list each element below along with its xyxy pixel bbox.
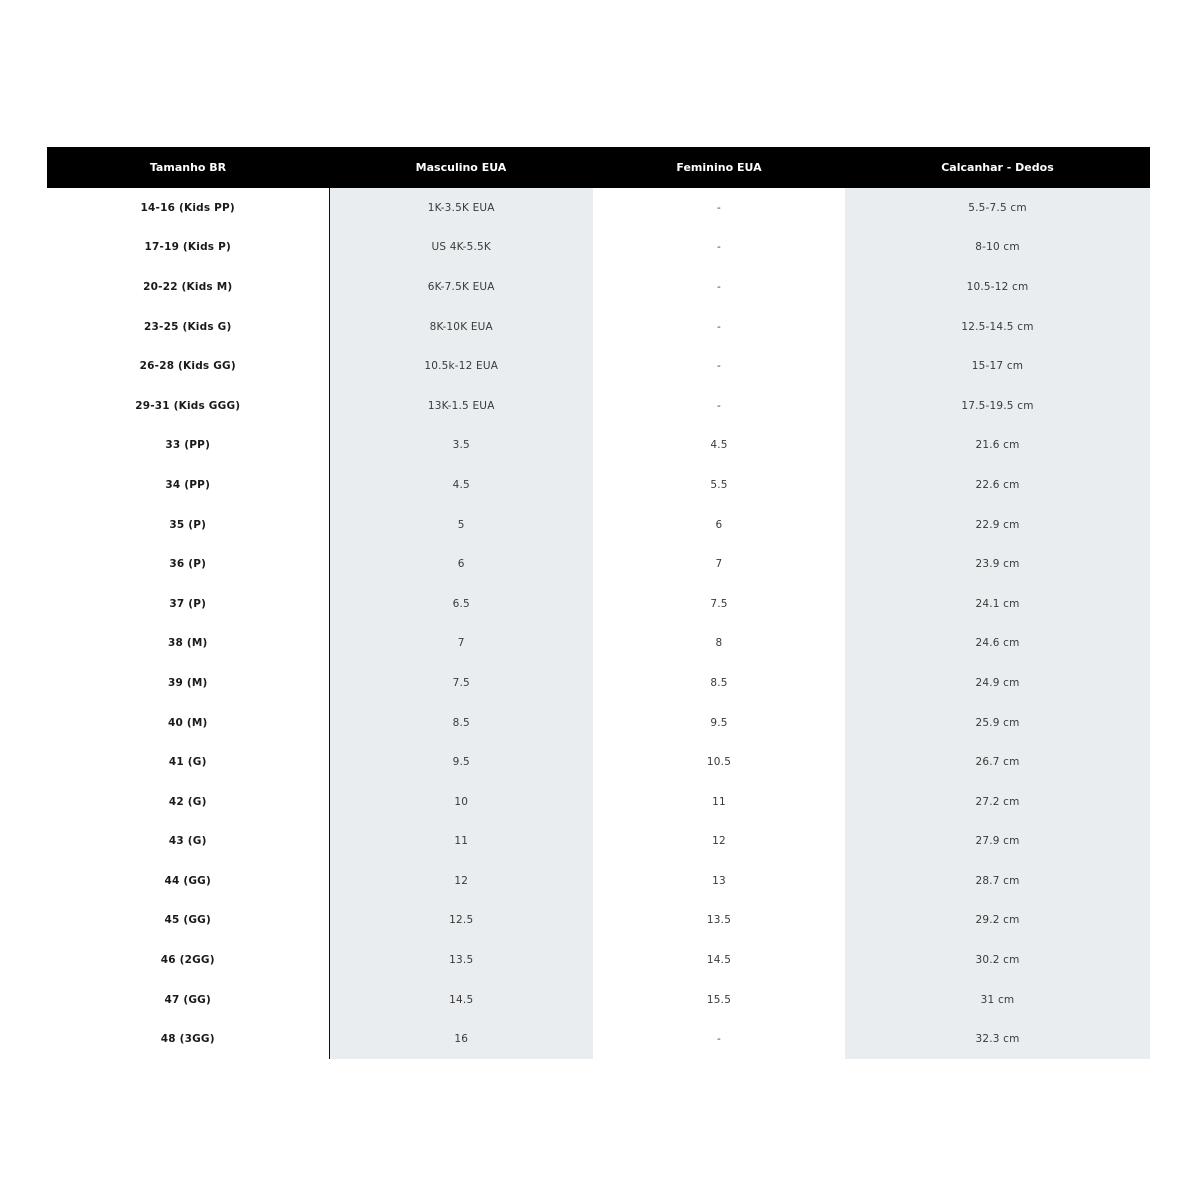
table-row xyxy=(47,663,1150,703)
cell-feminino-eua: - xyxy=(717,280,721,293)
cell-calcanhar-dedos: 27.9 cm xyxy=(845,822,1150,862)
cell-feminino-eua: 8 xyxy=(715,637,723,650)
table-header xyxy=(47,147,1150,188)
cell-masculino-eua: 12.5 xyxy=(329,901,593,941)
cell-tamanho-br: 42 (G) xyxy=(47,782,329,822)
header-calcanhar-dedos: Calcanhar - Dedos xyxy=(845,147,1150,188)
cell-calcanhar-dedos: 10.5-12 cm xyxy=(845,267,1150,307)
cell-tamanho-br: 41 (G) xyxy=(47,742,329,782)
cell-calcanhar-dedos: 31 cm xyxy=(845,980,1150,1020)
cell-calcanhar-dedos: 22.6 cm xyxy=(845,465,1150,505)
table-row xyxy=(47,346,1150,386)
cell-masculino-eua: US 4K-5.5K xyxy=(329,228,593,268)
cell-feminino-eua: - xyxy=(717,360,721,373)
header-masculino-eua: Masculino EUA xyxy=(329,147,593,188)
cell-feminino-eua: 4.5 xyxy=(710,439,728,452)
cell-calcanhar-dedos: 25.9 cm xyxy=(845,703,1150,743)
table-row xyxy=(47,584,1150,624)
cell-masculino-eua: 8K-10K EUA xyxy=(329,307,593,347)
table-row xyxy=(47,544,1150,584)
cell-tamanho-br: 29-31 (Kids GGG) xyxy=(47,386,329,426)
cell-calcanhar-dedos: 26.7 cm xyxy=(845,742,1150,782)
cell-tamanho-br: 38 (M) xyxy=(47,624,329,664)
cell-feminino-eua: 9.5 xyxy=(710,716,728,729)
cell-calcanhar-dedos: 5.5-7.5 cm xyxy=(845,188,1150,228)
cell-masculino-eua: 6K-7.5K EUA xyxy=(329,267,593,307)
table-row xyxy=(47,782,1150,822)
table-row xyxy=(47,307,1150,347)
cell-calcanhar-dedos: 27.2 cm xyxy=(845,782,1150,822)
cell-masculino-eua: 13K-1.5 EUA xyxy=(329,386,593,426)
cell-calcanhar-dedos: 8-10 cm xyxy=(845,228,1150,268)
size-chart-table xyxy=(47,147,1150,1059)
cell-feminino-eua: 15.5 xyxy=(706,993,732,1006)
cell-tamanho-br: 14-16 (Kids PP) xyxy=(47,188,329,228)
cell-masculino-eua: 10 xyxy=(329,782,593,822)
table-row xyxy=(47,386,1150,426)
cell-feminino-eua: 7.5 xyxy=(710,597,728,610)
cell-feminino-eua: 13 xyxy=(712,874,726,887)
cell-tamanho-br: 35 (P) xyxy=(47,505,329,545)
cell-calcanhar-dedos: 22.9 cm xyxy=(845,505,1150,545)
table-row xyxy=(47,980,1150,1020)
table-row xyxy=(47,901,1150,941)
header-tamanho-br: Tamanho BR xyxy=(47,147,329,188)
cell-masculino-eua: 3.5 xyxy=(329,426,593,466)
table-row xyxy=(47,861,1150,901)
cell-feminino-eua: 8.5 xyxy=(710,676,728,689)
cell-feminino-eua: 12 xyxy=(712,835,726,848)
table-row xyxy=(47,505,1150,545)
table-row xyxy=(47,822,1150,862)
header-feminino-eua: Feminino EUA xyxy=(593,147,845,188)
cell-masculino-eua: 12 xyxy=(329,861,593,901)
cell-feminino-eua: 10.5 xyxy=(706,756,732,769)
cell-tamanho-br: 40 (M) xyxy=(47,703,329,743)
cell-masculino-eua: 9.5 xyxy=(329,742,593,782)
cell-tamanho-br: 37 (P) xyxy=(47,584,329,624)
table-row xyxy=(47,465,1150,505)
cell-tamanho-br: 39 (M) xyxy=(47,663,329,703)
cell-calcanhar-dedos: 24.6 cm xyxy=(845,624,1150,664)
table-row xyxy=(47,267,1150,307)
cell-tamanho-br: 45 (GG) xyxy=(47,901,329,941)
cell-calcanhar-dedos: 17.5-19.5 cm xyxy=(845,386,1150,426)
table-row xyxy=(47,426,1150,466)
cell-calcanhar-dedos: 32.3 cm xyxy=(845,1019,1150,1059)
cell-feminino-eua: - xyxy=(717,320,721,333)
cell-masculino-eua: 1K-3.5K EUA xyxy=(329,188,593,228)
cell-masculino-eua: 5 xyxy=(329,505,593,545)
cell-feminino-eua: 6 xyxy=(715,518,723,531)
cell-calcanhar-dedos: 15-17 cm xyxy=(845,346,1150,386)
cell-calcanhar-dedos: 24.9 cm xyxy=(845,663,1150,703)
table-row xyxy=(47,228,1150,268)
cell-tamanho-br: 47 (GG) xyxy=(47,980,329,1020)
cell-feminino-eua: 13.5 xyxy=(706,914,732,927)
cell-feminino-eua: - xyxy=(717,201,721,214)
table-body xyxy=(47,188,1150,1059)
cell-masculino-eua: 14.5 xyxy=(329,980,593,1020)
cell-calcanhar-dedos: 21.6 cm xyxy=(845,426,1150,466)
table-row xyxy=(47,742,1150,782)
cell-feminino-eua: - xyxy=(717,1033,721,1046)
cell-calcanhar-dedos: 24.1 cm xyxy=(845,584,1150,624)
cell-feminino-eua: - xyxy=(717,399,721,412)
cell-masculino-eua: 16 xyxy=(329,1019,593,1059)
cell-calcanhar-dedos: 23.9 cm xyxy=(845,544,1150,584)
table-row xyxy=(47,703,1150,743)
cell-masculino-eua: 8.5 xyxy=(329,703,593,743)
table-row xyxy=(47,188,1150,228)
cell-tamanho-br: 46 (2GG) xyxy=(47,940,329,980)
cell-tamanho-br: 33 (PP) xyxy=(47,426,329,466)
cell-calcanhar-dedos: 30.2 cm xyxy=(845,940,1150,980)
cell-masculino-eua: 7.5 xyxy=(329,663,593,703)
cell-tamanho-br: 43 (G) xyxy=(47,822,329,862)
cell-masculino-eua: 13.5 xyxy=(329,940,593,980)
header-row xyxy=(47,147,1150,188)
cell-tamanho-br: 17-19 (Kids P) xyxy=(47,228,329,268)
cell-masculino-eua: 6.5 xyxy=(329,584,593,624)
table-row xyxy=(47,624,1150,664)
cell-calcanhar-dedos: 12.5-14.5 cm xyxy=(845,307,1150,347)
cell-tamanho-br: 44 (GG) xyxy=(47,861,329,901)
cell-tamanho-br: 26-28 (Kids GG) xyxy=(47,346,329,386)
table-row xyxy=(47,1019,1150,1059)
cell-masculino-eua: 11 xyxy=(329,822,593,862)
cell-feminino-eua: 11 xyxy=(712,795,726,808)
table-row xyxy=(47,940,1150,980)
cell-feminino-eua: 7 xyxy=(715,558,723,571)
cell-feminino-eua: - xyxy=(717,241,721,254)
cell-feminino-eua: 5.5 xyxy=(710,478,728,491)
cell-tamanho-br: 34 (PP) xyxy=(47,465,329,505)
cell-masculino-eua: 10.5k-12 EUA xyxy=(329,346,593,386)
cell-feminino-eua: 14.5 xyxy=(706,954,732,967)
cell-tamanho-br: 36 (P) xyxy=(47,544,329,584)
cell-masculino-eua: 4.5 xyxy=(329,465,593,505)
cell-calcanhar-dedos: 29.2 cm xyxy=(845,901,1150,941)
cell-masculino-eua: 6 xyxy=(329,544,593,584)
cell-tamanho-br: 20-22 (Kids M) xyxy=(47,267,329,307)
cell-masculino-eua: 7 xyxy=(329,624,593,664)
cell-tamanho-br: 23-25 (Kids G) xyxy=(47,307,329,347)
cell-tamanho-br: 48 (3GG) xyxy=(47,1019,329,1059)
cell-calcanhar-dedos: 28.7 cm xyxy=(845,861,1150,901)
